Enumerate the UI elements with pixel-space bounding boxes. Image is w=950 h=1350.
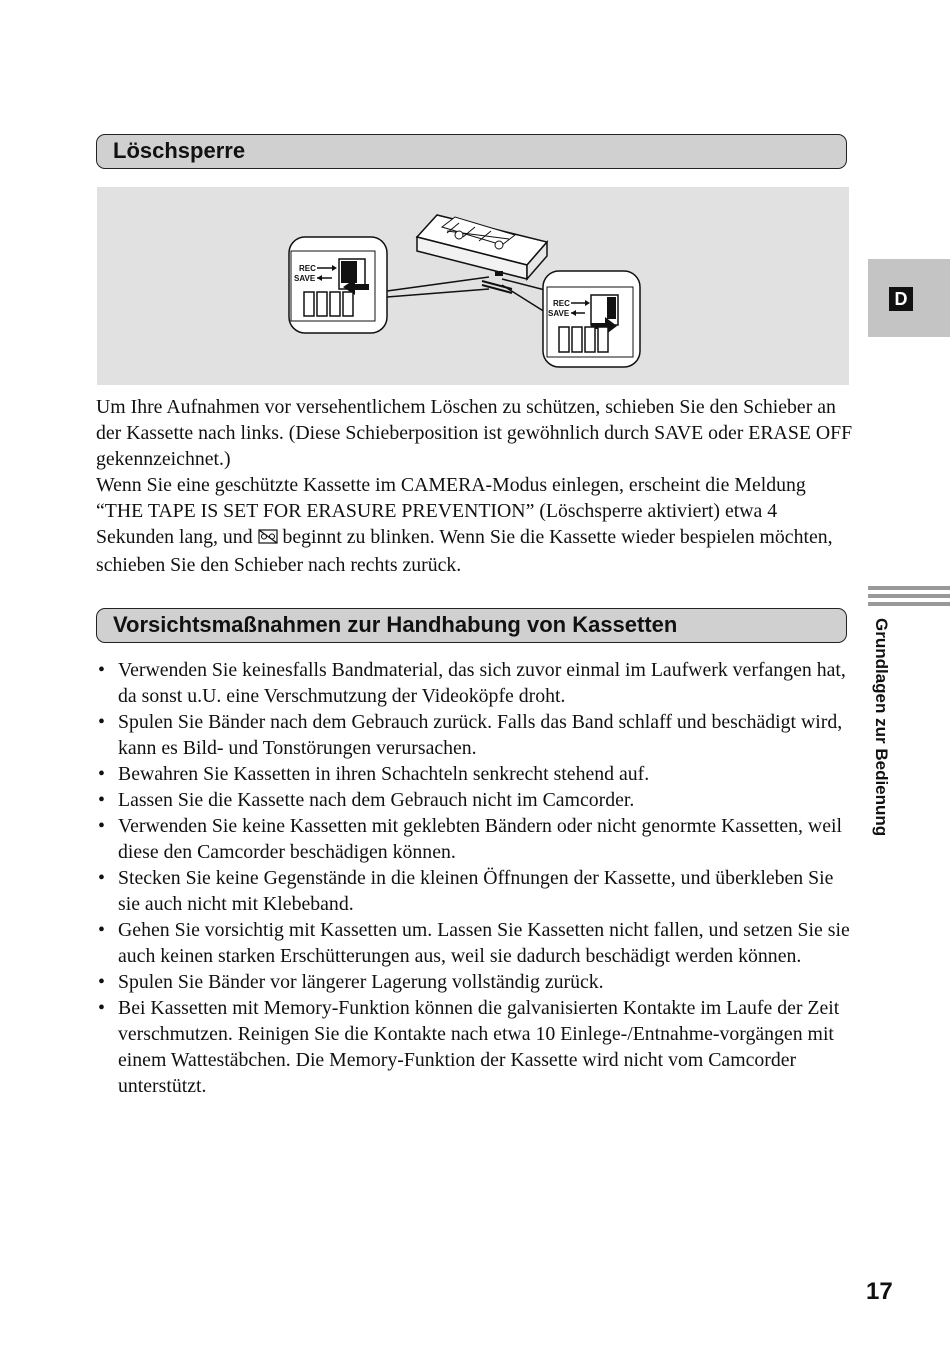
bullet-symbol: • [98,815,105,837]
right-rec-label: REC [553,299,570,308]
cassette-illustration [97,187,849,385]
cassette-handling-list [96,657,856,1099]
tape-protect-icon [258,526,278,552]
list-item [96,657,856,709]
erase-protection-paragraph-1: Um Ihre Aufnahmen vor versehentlichem Löschen zu schützen, schieben Sie den Schieber an der Kassette nach links. (Diese Schieberposition ist gewöhnlich durch SAVE oder ERASE OFF gekennzeichnet.) [96,396,853,470]
bullet-symbol: • [98,711,105,733]
list-item-text: Verwenden Sie keine Kassetten mit geklebten Bändern oder nicht genormte Kassetten, weil diese den Camcorder beschädigen können. [118,815,842,863]
bullet-symbol: • [98,659,105,681]
left-save-label: SAVE [294,274,316,283]
list-item [96,761,856,787]
list-item-text: Bei Kassetten mit Memory-Funktion können die galvanisierten Kontakte im Laufe der Zeit verschmutzen. Reinigen Sie die Kontakte nach etwa 10 Einlege-/Entnahme-vorgängen mit einem Wattestäbchen. Die Memory-Funktion der Kassette wird nicht vom Camcorder unterstützt. [118,997,840,1097]
erase-protection-text [96,394,856,578]
cassette-drawing [417,215,547,293]
chapter-label: Grundlagen zur Bedienung [872,618,891,837]
list-item [96,787,856,813]
chapter-bar [868,602,950,606]
left-switch-detail [289,237,387,333]
paragraph-2-part-1: Wenn Sie eine geschützte Kassette im CAMERA-Modus einlegen, erscheint die Meldung “THE TAPE IS SET FOR ERASURE PREVENTION” (Löschsperre aktiviert) etwa 4 Sekunden lang, und [96,474,806,548]
list-item [96,995,856,1099]
list-item-text: Lassen Sie die Kassette nach dem Gebrauch nicht im Camcorder. [118,789,635,811]
list-item [96,917,856,969]
list-item [96,813,856,865]
list-item [96,709,856,761]
list-item-text: Stecken Sie keine Gegenstände in die kleinen Öffnungen der Kassette, und überkleben Sie sie auch nicht mit Klebeband. [118,867,834,915]
list-item-text: Verwenden Sie keinesfalls Bandmaterial, das sich zuvor einmal im Laufwerk verfangen hat, da sonst u.U. eine Verschmutzung der Videoköpfe droht. [118,659,846,707]
list-item-text: Gehen Sie vorsichtig mit Kassetten um. Lassen Sie Kassetten nicht fallen, und setzen Sie sie auch keinen starken Erschütterungen aus, weil sie dadurch beschädigt werden können. [118,919,850,967]
section-header-cassette-handling: Vorsichtsmaßnahmen zur Handhabung von Kassetten [96,608,847,643]
bullet-symbol: • [98,789,105,811]
cassette-diagram [97,187,849,385]
bullet-symbol: • [98,919,105,941]
paragraph-2-part-2: beginnt zu blinken. Wenn Sie die Kassette wieder bespielen möchten, schieben Sie den Schieber nach rechts zurück. [96,526,833,576]
list-item [96,865,856,917]
bullet-symbol: • [98,971,105,993]
chapter-bar [868,594,950,598]
language-tab [868,259,950,337]
list-item-text: Bewahren Sie Kassetten in ihren Schachteln senkrecht stehend auf. [118,763,650,785]
page-number: 17 [866,1278,893,1305]
erase-protection-paragraph-2 [96,472,856,578]
bullet-symbol: • [98,763,105,785]
bullet-symbol: • [98,997,105,1019]
chapter-marker-bars [868,586,950,610]
list-item [96,969,856,995]
right-switch-detail [543,271,640,367]
chapter-bar [868,586,950,590]
list-item-text: Spulen Sie Bänder nach dem Gebrauch zurück. Falls das Band schlaff und beschädigt wird, kann es Bild- und Tonstörungen verursachen. [118,711,843,759]
bullet-symbol: • [98,867,105,889]
section-header-erase-protection: Löschsperre [96,134,847,169]
list-item-text: Spulen Sie Bänder vor längerer Lagerung vollständig zurück. [118,971,604,993]
left-rec-label: REC [299,264,316,273]
language-tab-letter: D [889,287,913,311]
right-save-label: SAVE [548,309,570,318]
